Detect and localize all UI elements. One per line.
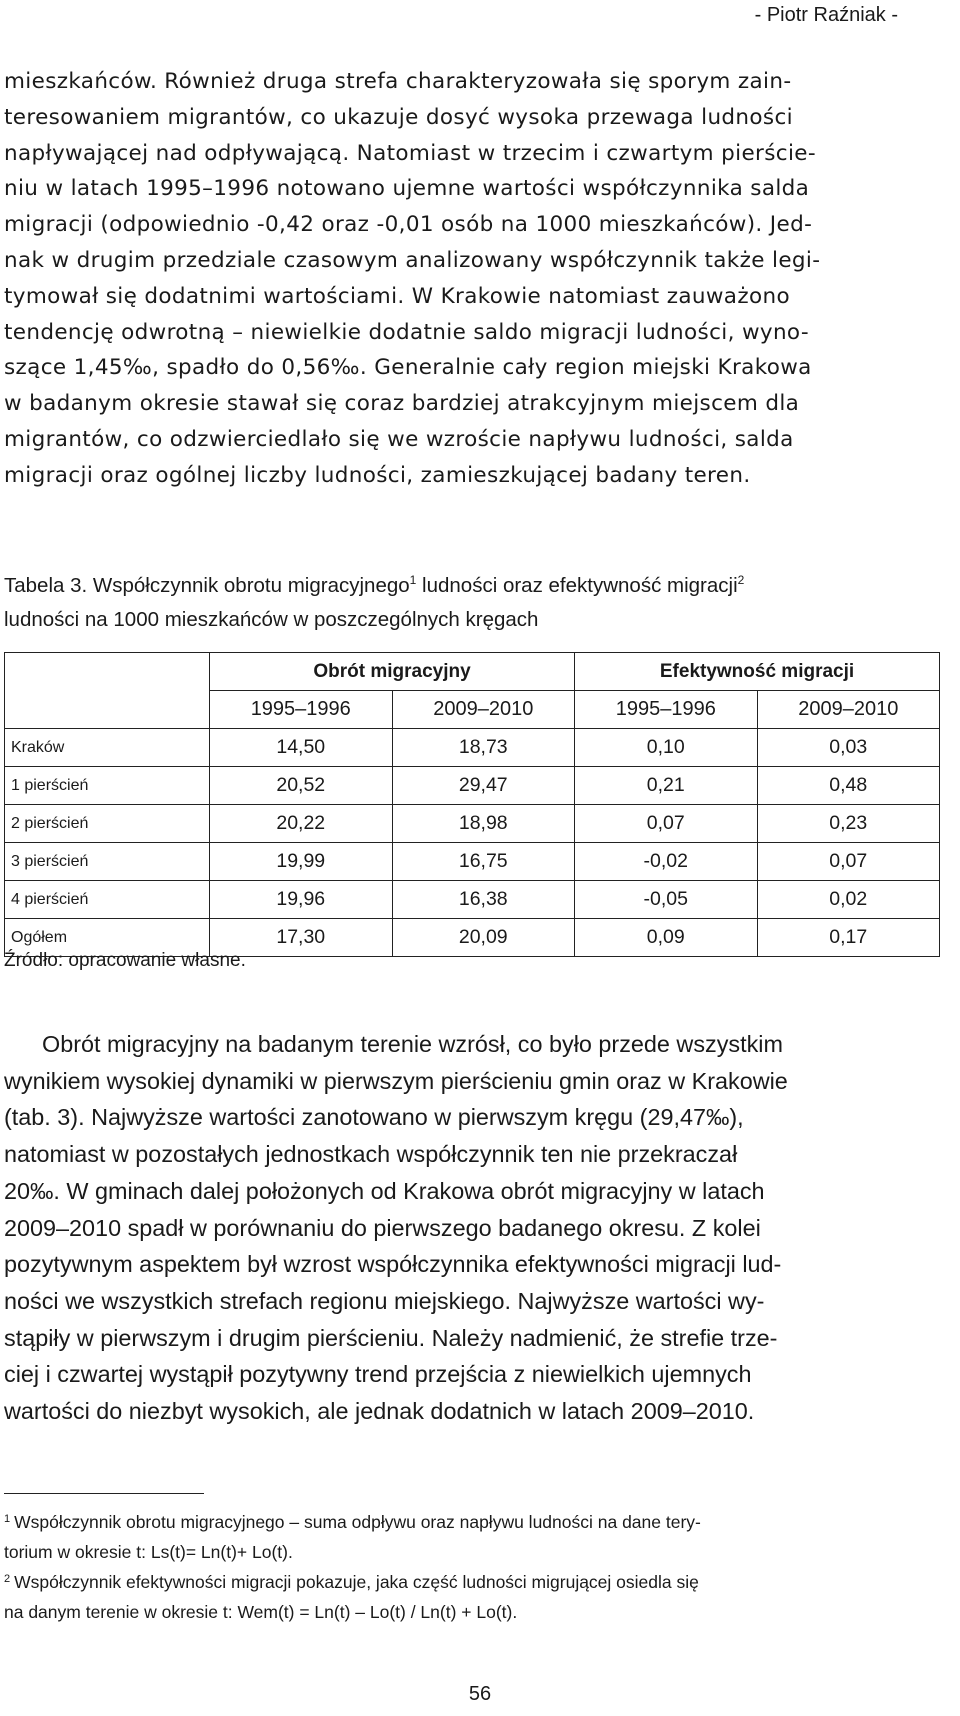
table-cell: 0,48 (757, 767, 940, 805)
table-cell: 0,02 (757, 881, 940, 919)
paragraph-line: (tab. 3). Najwyższe wartości zanotowano w pierwszym kręgu (29,47‰), (4, 1104, 744, 1131)
paragraph-line: teresowaniem migrantów, co ukazuje dosyć wysoka przewaga ludności (4, 104, 793, 130)
empty-corner-cell (5, 653, 210, 729)
table-cell: -0,05 (575, 881, 758, 919)
footnote-number: 1 (4, 1513, 11, 1525)
table-cell: 29,47 (392, 767, 575, 805)
body-paragraph-2 (4, 1026, 952, 1430)
footnote-text: Współczynnik obrotu migracyjnego – suma odpływu oraz napływu ludności na dane tery- (14, 1512, 701, 1532)
table-cell: 0,21 (575, 767, 758, 805)
paragraph-line: nak w drugim przedziale czasowym analizowany współczynnik także legi- (4, 247, 821, 273)
table-row (5, 843, 940, 881)
table-label: Tabela 3. (4, 574, 88, 597)
footnote-ref-1: 1 (409, 573, 417, 587)
footnote-ref-2: 2 (737, 573, 745, 587)
row-label: 2 pierścień (5, 805, 210, 843)
table-cell: 19,99 (210, 843, 393, 881)
table-cell: 18,73 (392, 729, 575, 767)
paragraph-line: 2009–2010 spadł w porównaniu do pierwszego badanego okresu. Z kolei (4, 1214, 761, 1241)
table-cell: 20,52 (210, 767, 393, 805)
paragraph-line: 20‰. W gminach dalej położonych od Krakowa obrót migracyjny w latach (4, 1177, 765, 1204)
caption-text: ludności oraz efektywność migracji (416, 574, 738, 597)
table-cell: -0,02 (575, 843, 758, 881)
paragraph-line: migracji oraz ogólnej liczby ludności, zamieszkującej badany teren. (4, 462, 751, 488)
year-header: 2009–2010 (757, 691, 940, 729)
table-cell: 0,09 (575, 919, 758, 957)
table-caption-line-2: ludności na 1000 mieszkańców w poszczególnych kręgach (4, 608, 539, 631)
paragraph-line: szące 1,45‰, spadło do 0,56‰. Generalnie cały region miejski Krakowa (4, 355, 812, 381)
table-group-header-row (5, 653, 940, 691)
table-cell: 14,50 (210, 729, 393, 767)
table-caption (4, 563, 952, 637)
paragraph-line: stąpiły w pierwszym i drugim pierścieniu. Należy nadmienić, że strefie trze- (4, 1324, 778, 1351)
paragraph-line: wartości do niezbyt wysokich, ale jednak dodatnich w latach 2009–2010. (4, 1398, 755, 1425)
footnote-line (4, 1564, 952, 1597)
migration-table (4, 652, 940, 957)
table-source-note: Źródło: opracowanie własne. (4, 950, 246, 971)
paragraph-line: natomiast w pozostałych jednostkach współczynnik ten nie przekraczał (4, 1141, 738, 1168)
page-number: 56 (468, 1683, 492, 1705)
group-header-migration-turnover: Obrót migracyjny (210, 653, 575, 691)
paragraph-line: Obrót migracyjny na badanym terenie wzrósł, co było przede wszystkim (42, 1031, 783, 1057)
paragraph-line: niu w latach 1995–1996 notowano ujemne wartości współczynnika salda (4, 176, 810, 202)
table-cell: 0,10 (575, 729, 758, 767)
table-cell: 20,09 (392, 919, 575, 957)
paragraph-line: napływającej nad odpływającą. Natomiast w trzecim i czwartym pierście- (4, 140, 816, 166)
table-cell: 16,38 (392, 881, 575, 919)
table-cell: 19,96 (210, 881, 393, 919)
year-header: 1995–1996 (575, 691, 758, 729)
table-row (5, 881, 940, 919)
table-cell: 0,17 (757, 919, 940, 957)
year-header: 1995–1996 (210, 691, 393, 729)
footnote-2 (4, 1564, 952, 1627)
row-label: Ogółem (5, 919, 210, 957)
footnote-line: torium w okresie t: Ls(t)= Ln(t)+ Lo(t). (4, 1542, 293, 1562)
table-cell: 16,75 (392, 843, 575, 881)
footnote-divider (4, 1493, 204, 1494)
table-row (5, 767, 940, 805)
table-row (5, 805, 940, 843)
footnote-line (4, 1504, 952, 1537)
paragraph-line: ciej i czwartej wystąpił pozytywny trend przejścia z niewielkich ujemnych (4, 1361, 752, 1388)
paragraph-line: migracji (odpowiednio -0,42 oraz -0,01 osób na 1000 mieszkańców). Jed- (4, 212, 813, 238)
body-paragraph-1 (4, 64, 952, 494)
table-cell: 0,03 (757, 729, 940, 767)
table-row (5, 729, 940, 767)
paragraph-line: w badanym okresie stawał się coraz bardziej atrakcyjnym miejscem dla (4, 391, 800, 417)
table-cell: 17,30 (210, 919, 393, 957)
table-cell: 18,98 (392, 805, 575, 843)
table-cell: 0,07 (575, 805, 758, 843)
paragraph-line: tymował się dodatnimi wartościami. W Krakowie natomiast zauważono (4, 283, 790, 309)
row-label: Kraków (5, 729, 210, 767)
paragraph-line: migrantów, co odzwierciedlało się we wzroście napływu ludności, salda (4, 426, 794, 452)
table-cell: 20,22 (210, 805, 393, 843)
paragraph-line: tendencję odwrotną – niewielkie dodatnie saldo migracji ludności, wyno- (4, 319, 809, 345)
footnote-1 (4, 1504, 952, 1567)
group-header-migration-efficiency: Efektywność migracji (575, 653, 940, 691)
row-label: 3 pierścień (5, 843, 210, 881)
table-cell: 0,23 (757, 805, 940, 843)
year-header: 2009–2010 (392, 691, 575, 729)
paragraph-line: wynikiem wysokiej dynamiki w pierwszym pierścieniu gmin oraz w Krakowie (4, 1067, 788, 1094)
paragraph-line: pozytywnym aspektem był wzrost współczynnika efektywności migracji lud- (4, 1251, 782, 1278)
running-header: - Piotr Raźniak - (754, 4, 898, 26)
caption-text: Współczynnik obrotu migracyjnego (87, 574, 410, 597)
paragraph-line: mieszkańców. Również druga strefa charakteryzowała się sporym zain- (4, 69, 792, 94)
footnote-number: 2 (4, 1573, 11, 1585)
footnote-line: na danym terenie w okresie t: Wem(t) = Ln(t) – Lo(t) / Ln(t) + Lo(t). (4, 1602, 518, 1622)
table-caption-line-1 (4, 563, 952, 603)
table-cell: 0,07 (757, 843, 940, 881)
row-label: 1 pierścień (5, 767, 210, 805)
paragraph-line: ności we wszystkich strefach regionu miejskiego. Najwyższe wartości wy- (4, 1287, 765, 1314)
row-label: 4 pierścień (5, 881, 210, 919)
footnote-text: Współczynnik efektywności migracji pokazuje, jaka część ludności migrującej osiedla się (14, 1572, 699, 1592)
